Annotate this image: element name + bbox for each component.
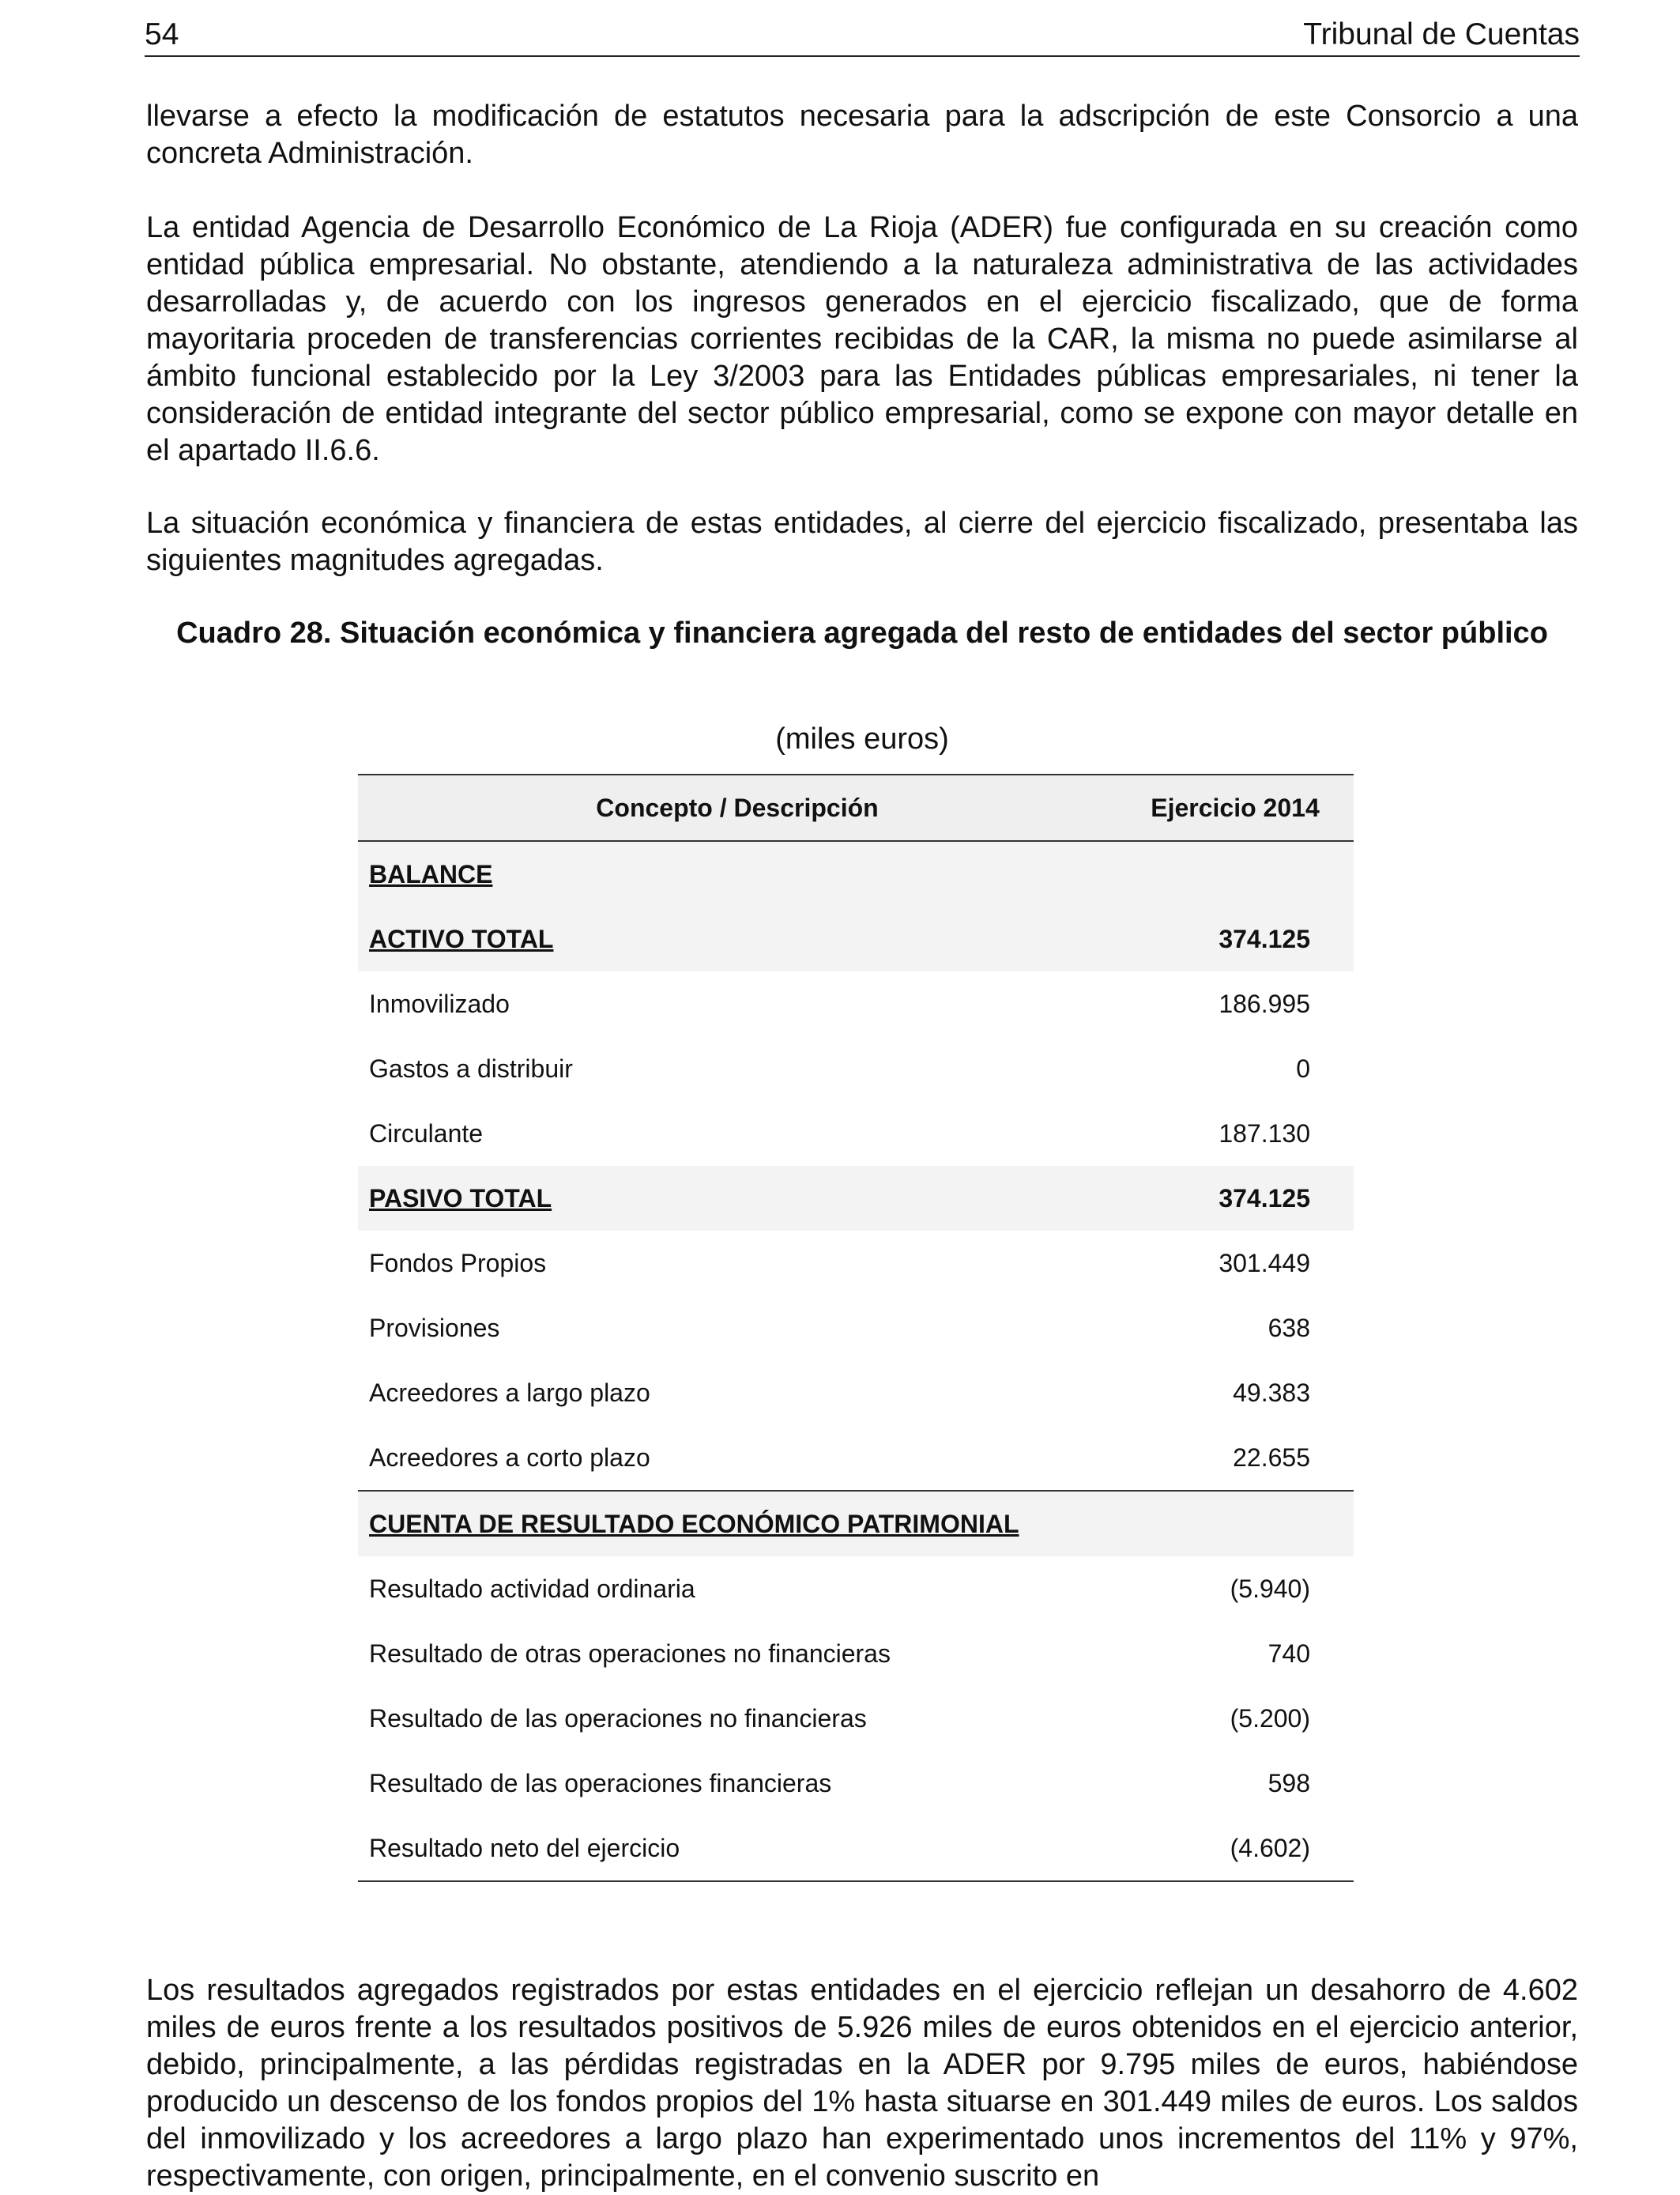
row-label: Resultado neto del ejercicio [358, 1816, 1117, 1881]
row-value: (5.940) [1230, 1574, 1310, 1603]
row-value [1117, 841, 1354, 907]
row-label: Resultado actividad ordinaria [369, 1574, 695, 1603]
row-label: CUENTA DE RESULTADO ECONÓMICO PATRIMONIAL [358, 1491, 1117, 1556]
row-value: 374.125 [1219, 924, 1310, 953]
row-label: Resultado de otras operaciones no financieras [369, 1639, 891, 1668]
paragraph-4: Los resultados agregados registrados por estas entidades en el ejercicio reflejan un desahorro de 4.602 miles de euros frente a los resultados positivos de 5.926 miles de euros obtenidos en el ejercicio anterior, debido, principalmente, a las pérdidas registradas en la ADER por 9.795 miles de euros, habiéndose producido un descenso de los fondos propios del 1% hasta situarse en 301.449 miles de euros. Los saldos del inmovilizado y los acreedores a largo plazo han experimentado unos incrementos del 11% y 97%, respectivamente, con origen, principalmente, en el convenio suscrito en [146, 1974, 1578, 2193]
table-row [358, 1751, 1354, 1816]
table-row [358, 1621, 1354, 1686]
row-label: Acreedores a corto plazo [369, 1443, 650, 1472]
row-value: 740 [1268, 1639, 1310, 1668]
row-label: Acreedores a largo plazo [369, 1378, 650, 1407]
table-row [358, 971, 1354, 1036]
row-label: Inmovilizado [369, 989, 510, 1018]
row-value: 22.655 [1233, 1443, 1310, 1472]
row-value: (4.602) [1117, 1816, 1354, 1881]
row-value: 301.449 [1219, 1248, 1310, 1277]
paragraph-3: La situación económica y financiera de estas entidades, al cierre del ejercicio fiscalizado, presentaba las siguientes magnitudes agregadas. [146, 507, 1578, 577]
total-row-activo [358, 907, 1354, 971]
organization-name: Tribunal de Cuentas [1303, 17, 1580, 51]
table-row [358, 1816, 1354, 1881]
table-row [358, 1686, 1354, 1751]
row-label: Resultado de las operaciones no financieras [369, 1703, 867, 1733]
table-units: (miles euros) [775, 722, 949, 756]
row-value: 186.995 [1219, 989, 1310, 1018]
row-value: 187.130 [1219, 1118, 1310, 1148]
table-row [358, 1360, 1354, 1425]
row-value [1117, 1491, 1354, 1556]
row-label: Circulante [369, 1118, 484, 1148]
section-row-resultado [358, 1491, 1354, 1556]
table-row [358, 1101, 1354, 1166]
table-row [358, 1231, 1354, 1296]
table-caption: Cuadro 28. Situación económica y financiera agregada del resto de entidades del sector público [176, 617, 1548, 650]
row-label: ACTIVO TOTAL [369, 924, 554, 953]
paragraph-1: llevarse a efecto la modificación de estatutos necesaria para la adscripción de este Consorcio a una concreta Administración. [146, 100, 1578, 170]
header-concept: Concepto / Descripción [358, 775, 1117, 841]
table-row [358, 1556, 1354, 1621]
row-label: Fondos Propios [369, 1248, 547, 1277]
table-row [358, 1036, 1354, 1101]
paragraph-2: La entidad Agencia de Desarrollo Económico de La Rioja (ADER) fue configurada en su creación como entidad pública empresarial. No obstante, atendiendo a la naturaleza administrativa de las actividades desarrolladas y, de acuerdo con los ingresos generados en el ejercicio fiscalizado, que de forma mayoritaria proceden de transferencias corrientes recibidas de la CAR, la misma no puede asimilarse al ámbito funcional establecido por la Ley 3/2003 para las Entidades públicas empresariales, ni tener la consideración de entidad integrante del sector público empresarial, como se expone con mayor detalle en el apartado II.6.6. [146, 211, 1578, 467]
page-number: 54 [145, 17, 179, 51]
table-row [358, 1296, 1354, 1360]
row-label: Gastos a distribuir [369, 1054, 573, 1083]
row-label: Resultado de las operaciones financieras [369, 1768, 832, 1797]
row-value: 374.125 [1219, 1183, 1310, 1213]
financial-table [358, 774, 1354, 1882]
header-year: Ejercicio 2014 [1117, 775, 1354, 841]
row-label: Provisiones [369, 1313, 500, 1342]
row-value: 49.383 [1233, 1378, 1310, 1407]
row-value: (5.200) [1230, 1703, 1310, 1733]
table-row [358, 1425, 1354, 1491]
row-value: 0 [1296, 1054, 1310, 1083]
section-row-balance [358, 841, 1354, 907]
row-value: 638 [1268, 1313, 1310, 1342]
total-row-pasivo [358, 1166, 1354, 1231]
row-label: BALANCE [369, 859, 493, 888]
row-value: 598 [1268, 1768, 1310, 1797]
page-header [145, 14, 1580, 57]
row-label: PASIVO TOTAL [369, 1183, 552, 1213]
table-header-row [358, 775, 1354, 841]
